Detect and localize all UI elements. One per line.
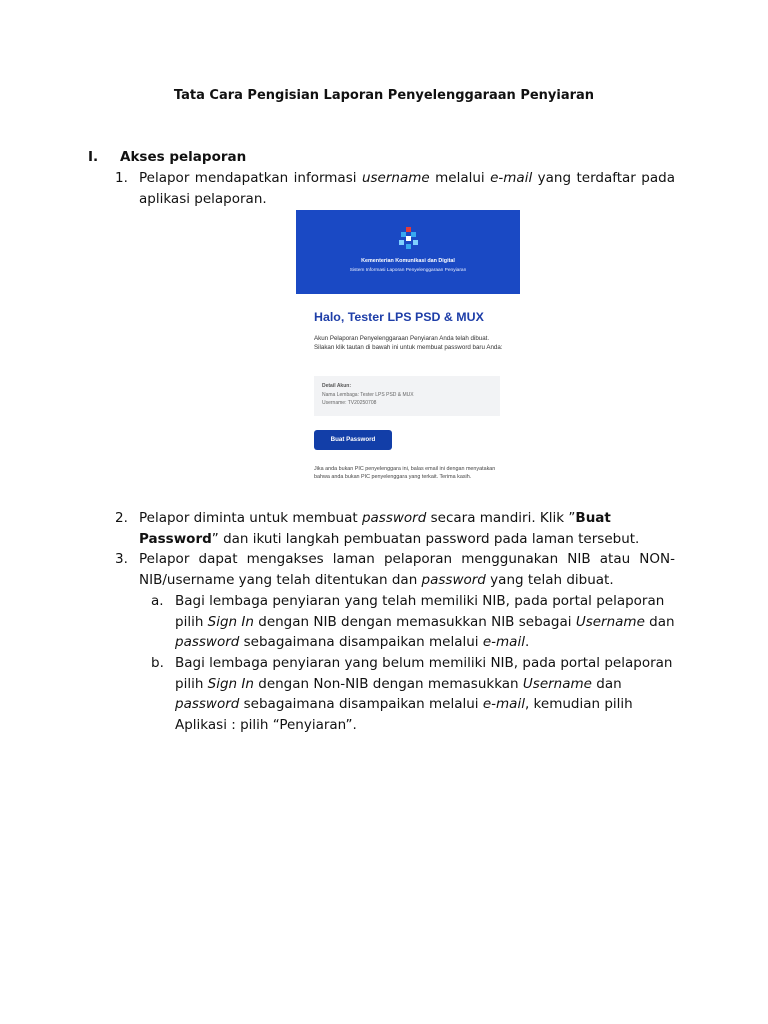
text-run: dengan Non-NIB dengan memasukkan [253, 675, 523, 692]
text-run: dan [644, 613, 675, 630]
text-run: ” dan ikuti langkah pembuatan password pada laman tersebut. [211, 530, 640, 547]
text-run-bold: Buat Password [139, 510, 611, 547]
substep-a [151, 591, 681, 653]
text-run-italic: password [361, 510, 427, 526]
account-detail-box [314, 376, 500, 416]
text-run-italic: e-mail [482, 696, 525, 713]
text-run-italic: Sign In [207, 613, 254, 630]
text-run-italic: e-mail [490, 170, 533, 186]
text-run-italic: password [175, 696, 240, 713]
email-footer-note: Jika anda bukan PIC penyelenggara ini, balas email ini dengan menyatakan bahwa anda bukan PIC penyelenggara yang terkait. Terima kasih. [314, 466, 496, 480]
email-org-name: Kementerian Komunikasi dan Digital [361, 258, 455, 264]
text-run-italic: password [421, 571, 486, 588]
buat-password-button[interactable]: Buat Password [314, 430, 392, 450]
step-2-text [139, 508, 675, 549]
text-run: sebagaimana disampaikan melalui [239, 696, 483, 713]
text-run-italic: Username [575, 613, 645, 630]
detail-username: Username: TV20250708 [322, 400, 377, 406]
text-run: yang terdaftar pada aplikasi pelaporan. [139, 170, 675, 207]
text-run: . [524, 634, 530, 651]
substep-b [151, 653, 681, 735]
document-title: Tata Cara Pengisian Laporan Penyelenggaraan Penyiaran [173, 88, 595, 103]
step-number: 2. [115, 510, 128, 526]
detail-heading: Detail Akun: [322, 383, 351, 389]
text-run: Bagi lembaga penyiaran yang belum memiliki NIB, pada portal pelaporan pilih [175, 655, 673, 692]
detail-name: Nama Lembaga: Tester LPS PSD & MUX [322, 392, 414, 398]
section-number: I. [88, 149, 99, 165]
email-greeting: Halo, Tester LPS PSD & MUX [314, 310, 484, 324]
text-run: Pelapor dapat mengakses laman pelaporan menggunakan NIB atau NON-NIB/username yang telah ditentukan dan [139, 551, 675, 588]
text-run: sebagaimana disampaikan melalui [239, 634, 483, 651]
step-number: 3. [115, 551, 128, 567]
text-run: secara mandiri. Klik ” [426, 510, 576, 526]
text-run-italic: e-mail [482, 634, 525, 651]
step-1-text [139, 168, 675, 209]
step-3-text [139, 549, 675, 590]
substep-number: a. [151, 593, 164, 609]
substep-b-text [175, 653, 681, 735]
text-run: Bagi lembaga penyiaran yang telah memiliki NIB, pada portal pelaporan pilih [175, 593, 665, 630]
email-screenshot [296, 210, 520, 500]
text-run: Pelapor mendapatkan informasi [139, 170, 362, 186]
email-intro: Akun Pelaporan Penyelenggaraan Penyiaran Anda telah dibuat. Silakan klik tautan di bawah ini untuk membuat password baru Anda: [314, 335, 503, 351]
substep-a-text [175, 591, 681, 653]
text-run: yang telah dibuat. [485, 571, 614, 588]
section-title: Akses pelaporan [120, 149, 247, 165]
text-run-italic: password [175, 634, 240, 651]
kemkomdigi-logo-icon [397, 227, 421, 251]
email-system-name: Sistem Informasi Laporan Penyelenggaraan Penyiaran [349, 268, 467, 273]
text-run: melalui [429, 170, 491, 186]
text-run: , kemudian pilih Aplikasi : pilih “Penyiaran”. [175, 696, 633, 733]
text-run-italic: Sign In [207, 675, 254, 692]
step-1 [115, 168, 675, 209]
section-heading [88, 149, 246, 165]
step-2 [115, 508, 675, 549]
text-run: dengan NIB dengan memasukkan NIB sebagai [253, 613, 576, 630]
step-3 [115, 549, 675, 590]
email-header [296, 210, 520, 294]
step-number: 1. [115, 170, 128, 186]
text-run-italic: username [361, 170, 430, 186]
text-run: dan [591, 675, 622, 692]
text-run: Pelapor diminta untuk membuat [139, 510, 362, 526]
substep-number: b. [151, 655, 164, 671]
text-run-italic: Username [522, 675, 592, 692]
